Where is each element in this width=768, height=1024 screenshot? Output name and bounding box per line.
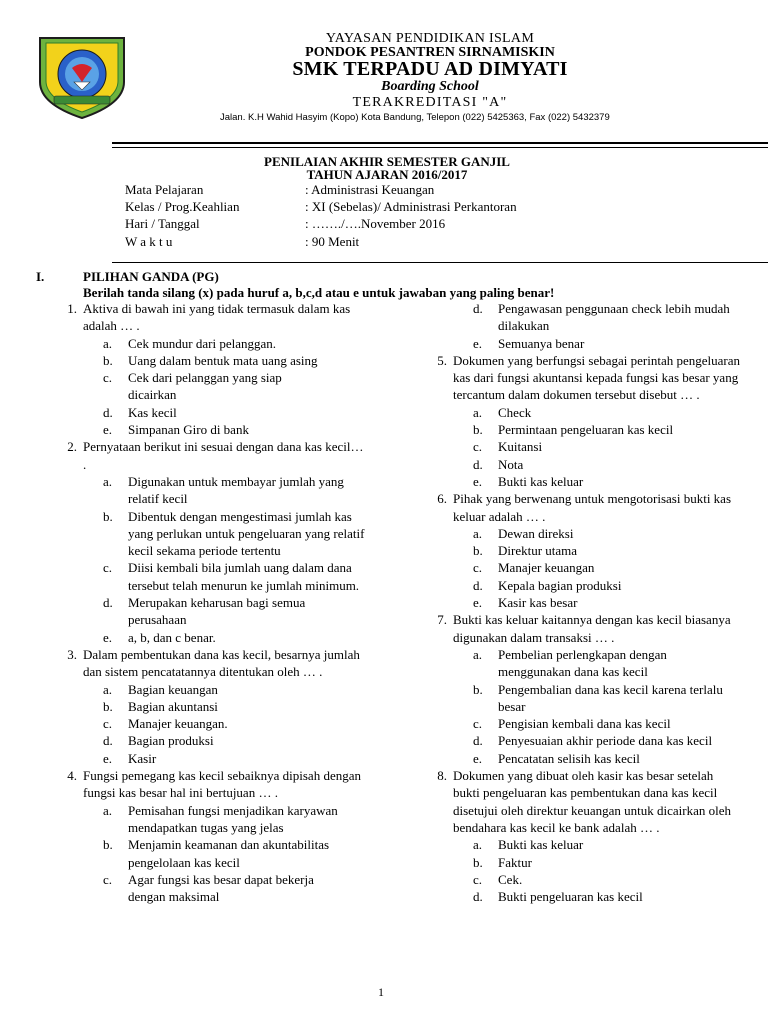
option-item xyxy=(59,871,367,906)
option-letter: b. xyxy=(473,543,483,559)
option-item xyxy=(429,854,741,871)
accreditation: TERAKREDITASI "A" xyxy=(352,95,508,110)
option-item xyxy=(429,871,741,888)
meta-value: : XI (Sebelas)/ Administrasi Perkantoran xyxy=(305,199,517,214)
option-item xyxy=(429,404,741,421)
option-text: Pengawasan penggunaan check lebih mudah dilakukan xyxy=(498,301,730,334)
option-item xyxy=(59,421,367,438)
option-letter: a. xyxy=(103,681,113,697)
meta-label: W a k t u xyxy=(125,234,173,249)
option-text: Dewan direksi xyxy=(498,525,574,541)
option-item xyxy=(59,681,367,698)
school-subtitle: Boarding School xyxy=(381,79,479,94)
option-text: Kuitansi xyxy=(498,439,543,455)
option-text: Menjamin keamanan dan akuntabilitas pengelolaan kas kecil xyxy=(128,837,330,870)
option-item xyxy=(429,836,741,853)
question-item xyxy=(429,352,741,404)
option-letter: d. xyxy=(103,733,113,749)
page-number: 1 xyxy=(378,985,384,999)
question-text: Aktiva di bawah ini yang tidak termasuk dalam kas adalah … . xyxy=(83,301,351,334)
question-item xyxy=(59,767,367,802)
logo-shield-icon xyxy=(34,32,130,120)
option-letter: e. xyxy=(473,750,483,766)
section-instruction: Berilah tanda silang (x) pada huruf a, b,c,d atau e untuk jawaban yang paling benar! xyxy=(83,285,555,300)
meta-class xyxy=(125,198,517,215)
option-letter: b. xyxy=(103,698,113,714)
option-item xyxy=(429,594,741,611)
option-text: Bukti pengeluaran kas kecil xyxy=(498,889,643,905)
option-text: Kepala bagian produksi xyxy=(498,577,622,593)
question-item xyxy=(59,438,367,473)
option-letter: d. xyxy=(473,456,483,472)
meta-value: : 90 Menit xyxy=(305,234,360,249)
option-item xyxy=(59,836,367,871)
option-text: Bagian keuangan xyxy=(128,681,218,697)
option-text: Cek. xyxy=(498,871,523,887)
option-text: Cek dari pelanggan yang siap dicairkan xyxy=(128,370,282,403)
option-item xyxy=(59,559,367,594)
meta-label: Mata Pelajaran xyxy=(125,182,204,197)
option-letter: e. xyxy=(473,335,483,351)
option-letter: b. xyxy=(473,854,483,870)
option-text: Faktur xyxy=(498,854,532,870)
option-letter: e. xyxy=(103,422,113,438)
question-item xyxy=(429,611,741,646)
option-letter: c. xyxy=(473,716,483,732)
option-letter: b. xyxy=(103,508,113,524)
option-letter: d. xyxy=(473,733,483,749)
option-letter: c. xyxy=(473,560,483,576)
option-text: Merupakan keharusan bagi semua perusahaan xyxy=(128,595,306,628)
option-text: Bagian akuntansi xyxy=(128,698,218,714)
question-number: 5. xyxy=(437,352,447,368)
option-item xyxy=(429,421,741,438)
option-letter: c. xyxy=(103,716,113,732)
option-text: Simpanan Giro di bank xyxy=(128,422,249,438)
question-text: Dokumen yang berfungsi sebagai perintah pengeluaran kas dari fungsi akuntansi kepada fungsi kas besar yang tercantum dalam dokumen tersebut disebut … . xyxy=(453,352,740,403)
meta-time xyxy=(125,233,359,250)
school-name: SMK TERPADU AD DIMYATI xyxy=(292,58,568,80)
option-item xyxy=(429,681,741,716)
meta-date xyxy=(125,215,445,232)
option-text: Pengisian kembali dana kas kecil xyxy=(498,716,671,732)
option-item xyxy=(59,335,367,352)
option-item xyxy=(429,456,741,473)
option-item xyxy=(59,750,367,767)
question-text: Bukti kas keluar kaitannya dengan kas kecil biasanya digunakan dalam transaksi … . xyxy=(453,612,731,645)
option-item xyxy=(429,473,741,490)
option-text: Direktur utama xyxy=(498,543,578,559)
question-number: 1. xyxy=(67,301,77,316)
option-letter: a. xyxy=(473,837,483,853)
option-letter: a. xyxy=(473,404,483,420)
option-text: Uang dalam bentuk mata uang asing xyxy=(128,352,318,368)
option-item xyxy=(59,352,367,369)
option-letter: a. xyxy=(103,802,113,818)
option-letter: d. xyxy=(473,577,483,593)
meta-subject xyxy=(125,181,434,198)
meta-label: Hari / Tanggal xyxy=(125,216,200,231)
option-letter: d. xyxy=(473,889,483,905)
meta-value: : Administrasi Keuangan xyxy=(305,182,435,197)
option-text: Diisi kembali bila jumlah uang dalam dana tersebut telah menurun ke jumlah minimum. xyxy=(128,560,360,593)
option-letter: c. xyxy=(103,871,113,887)
option-item xyxy=(429,732,741,749)
option-letter: e. xyxy=(103,629,113,645)
option-letter: e. xyxy=(473,595,483,611)
question-item xyxy=(429,767,741,836)
option-text: Agar fungsi kas besar dapat bekerja dengan maksimal xyxy=(128,871,314,905)
option-item xyxy=(59,473,367,508)
meta-value: : ……./….November 2016 xyxy=(305,216,446,231)
question-text: Pihak yang berwenang untuk mengotorisasi bukti kas keluar adalah … . xyxy=(453,491,732,524)
option-text: Dibentuk dengan mengestimasi jumlah kas yang perlukan untuk pengeluaran yang relatif kecil sekama periode tertentu xyxy=(128,508,365,559)
option-text: Manajer keuangan. xyxy=(128,716,228,732)
option-letter: c. xyxy=(473,871,483,887)
school-logo xyxy=(34,32,130,120)
pondok-name: PONDOK PESANTREN SIRNAMISKIN xyxy=(305,45,555,60)
option-item xyxy=(429,438,741,455)
questions-right-column xyxy=(429,300,741,905)
option-item xyxy=(429,577,741,594)
option-letter: b. xyxy=(103,837,113,853)
option-letter: a. xyxy=(473,525,483,541)
option-item xyxy=(59,629,367,646)
option-text: Kasir kas besar xyxy=(498,595,578,611)
question-text: Dalam pembentukan dana kas kecil, besarnya jumlah dan sistem pencatatannya ditentukan oleh … . xyxy=(83,646,360,680)
option-text: Pemisahan fungsi menjadikan karyawan mendapatkan tugas yang jelas xyxy=(128,802,338,835)
question-text: Dokumen yang dibuat oleh kasir kas besar setelah bukti pengeluaran kas pembentukan dana kas kecil disetujui oleh direktur keuangan untuk dicairkan oleh bendahara kas kecil ke bank adalah … . xyxy=(453,768,731,835)
option-letter: c. xyxy=(473,439,483,455)
option-letter: d. xyxy=(473,301,483,316)
option-letter: b. xyxy=(103,352,113,368)
question-text: Fungsi pemegang kas kecil sebaiknya dipisah dengan fungsi kas besar hal ini bertujuan … . xyxy=(83,768,361,801)
question-item xyxy=(59,646,367,681)
option-text: Nota xyxy=(498,456,524,472)
option-letter: d. xyxy=(103,404,113,420)
option-text: Pencatatan selisih kas kecil xyxy=(498,750,640,766)
meta-divider xyxy=(112,262,768,263)
question-text: Pernyataan berikut ini sesuai dengan dana kas kecil… . xyxy=(83,439,364,472)
option-text: Permintaan pengeluaran kas kecil xyxy=(498,422,674,438)
section-number: I. xyxy=(36,269,45,284)
option-item xyxy=(59,594,367,629)
option-letter: a. xyxy=(473,646,483,662)
section-title: PILIHAN GANDA (PG) xyxy=(83,269,219,284)
question-number: 2. xyxy=(67,439,77,455)
option-item xyxy=(59,404,367,421)
option-text: Pengembalian dana kas kecil karena terlalu besar xyxy=(498,681,723,714)
option-item xyxy=(429,750,741,767)
option-item xyxy=(429,646,741,681)
option-letter: d. xyxy=(103,595,113,611)
meta-label: Kelas / Prog.Keahlian xyxy=(125,199,240,214)
option-letter: e. xyxy=(473,473,483,489)
option-item xyxy=(429,542,741,559)
question-number: 7. xyxy=(437,612,447,628)
option-item xyxy=(429,525,741,542)
option-text: Penyesuaian akhir periode dana kas kecil xyxy=(498,733,713,749)
school-address: Jalan. K.H Wahid Hasyim (Kopo) Kota Bandung, Telepon (022) 5425363, Fax (022) 5432379 xyxy=(220,112,610,123)
header-divider-thick xyxy=(112,142,768,144)
option-letter: c. xyxy=(103,560,113,576)
option-letter: b. xyxy=(473,681,483,697)
option-letter: a. xyxy=(103,335,113,351)
option-letter: a. xyxy=(103,473,113,489)
option-text: Check xyxy=(498,404,532,420)
option-item xyxy=(59,698,367,715)
option-item xyxy=(429,715,741,732)
option-text: Kasir xyxy=(128,750,157,766)
option-letter: c. xyxy=(103,370,113,386)
option-text: Semuanya benar xyxy=(498,335,585,351)
exam-title: PENILAIAN AKHIR SEMESTER GANJIL xyxy=(264,154,510,169)
option-text: Pembelian perlengkapan dengan menggunakan dana kas kecil xyxy=(498,646,667,680)
option-text: Kas kecil xyxy=(128,404,177,420)
option-item xyxy=(429,559,741,576)
option-text: Bagian produksi xyxy=(128,733,214,749)
option-letter: e. xyxy=(103,750,113,766)
option-text: Cek mundur dari pelanggan. xyxy=(128,335,277,351)
question-number: 4. xyxy=(67,768,77,784)
question-item xyxy=(429,490,741,525)
header-divider-thin xyxy=(112,147,768,148)
option-item xyxy=(59,732,367,749)
option-item xyxy=(59,369,367,404)
option-item xyxy=(429,300,741,335)
option-item xyxy=(429,335,741,352)
question-number: 3. xyxy=(67,646,77,662)
exam-year: TAHUN AJARAN 2016/2017 xyxy=(306,167,468,182)
questions-left-column xyxy=(59,300,367,905)
option-text: Digunakan untuk membayar jumlah yang relatif kecil xyxy=(128,473,344,507)
option-item xyxy=(59,715,367,732)
question-number: 6. xyxy=(437,491,447,507)
option-item xyxy=(59,802,367,837)
option-item xyxy=(59,508,367,560)
option-text: Bukti kas keluar xyxy=(498,473,584,489)
option-item xyxy=(429,888,741,905)
option-letter: b. xyxy=(473,422,483,438)
question-number: 8. xyxy=(437,768,447,784)
option-text: Manajer keuangan xyxy=(498,560,595,576)
foundation-name: YAYASAN PENDIDIKAN ISLAM xyxy=(325,31,535,46)
option-text: Bukti kas keluar xyxy=(498,837,584,853)
option-text: a, b, dan c benar. xyxy=(128,629,216,645)
question-item xyxy=(59,300,367,335)
